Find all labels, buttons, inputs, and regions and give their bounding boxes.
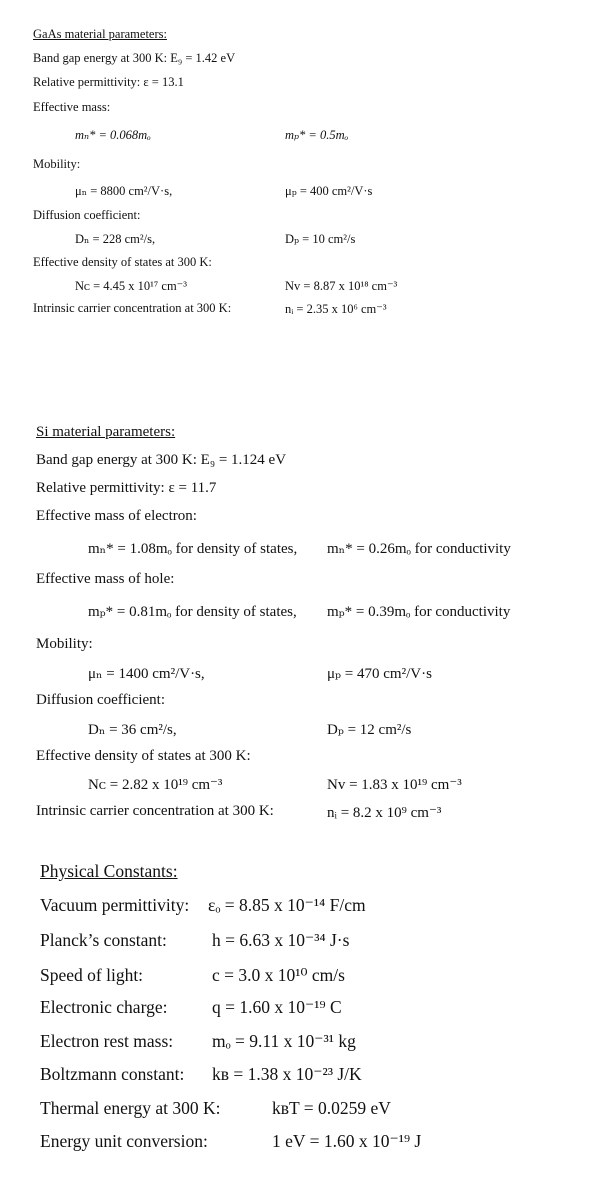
si-mn-cond: mₙ* = 0.26mₒ for conductivity — [327, 541, 511, 557]
gaas-nc: Nᴄ = 4.45 x 10¹⁷ cm⁻³ — [75, 279, 188, 293]
gaas-nv: Nᴠ = 8.87 x 10¹⁸ cm⁻³ — [285, 279, 398, 293]
gaas-title: GaAs material parameters: — [33, 27, 167, 41]
si-nv: Nᴠ = 1.83 x 10¹⁹ cm⁻³ — [327, 777, 462, 793]
gaas-diffusion-label: Diffusion coefficient: — [33, 208, 141, 222]
gaas-ni-label: Intrinsic carrier concentration at 300 K: — [33, 301, 232, 315]
electron-rest-mass-label: Electron rest mass: — [40, 1031, 174, 1051]
gaas-eff-mass-label: Effective mass: — [33, 100, 111, 114]
electron-rest-mass-value: mₒ = 9.11 x 10⁻³¹ kg — [212, 1031, 356, 1051]
si-mobility-label: Mobility: — [36, 636, 93, 652]
gaas-mun: μₙ = 8800 cm²/V·s, — [75, 184, 173, 198]
si-title: Si material parameters: — [36, 424, 176, 440]
gaas-mn: mₙ* = 0.068mₒ — [75, 128, 151, 142]
si-mun: μₙ = 1400 cm²/V·s, — [88, 666, 205, 682]
planck-constant-label: Planck’s constant: — [40, 930, 167, 950]
electronic-charge-label: Electronic charge: — [40, 997, 168, 1017]
gaas-mup: μₚ = 400 cm²/V·s — [285, 184, 373, 198]
si-mp-dos: mₚ* = 0.81mₒ for density of states, — [88, 604, 297, 620]
si-permittivity: Relative permittivity: ε = 11.7 — [36, 480, 217, 496]
boltzmann-constant-label: Boltzmann constant: — [40, 1064, 185, 1084]
boltzmann-constant-value: kʙ = 1.38 x 10⁻²³ J/K — [212, 1064, 362, 1084]
electronic-charge-value: q = 1.60 x 10⁻¹⁹ C — [212, 997, 342, 1017]
gaas-mobility-label: Mobility: — [33, 157, 81, 171]
gaas-permittivity: Relative permittivity: ε = 13.1 — [33, 75, 184, 89]
si-eff-mass-e-label: Effective mass of electron: — [36, 508, 197, 524]
si-ni-label: Intrinsic carrier concentration at 300 K: — [36, 803, 274, 819]
thermal-energy-label: Thermal energy at 300 K: — [40, 1098, 221, 1118]
vacuum-permittivity-label: Vacuum permittivity: — [40, 895, 190, 915]
gaas-bandgap: Band gap energy at 300 K: E₉ = 1.42 eV — [33, 51, 236, 65]
energy-conversion-label: Energy unit conversion: — [40, 1131, 208, 1151]
gaas-dp: Dₚ = 10 cm²/s — [285, 232, 356, 246]
si-bandgap: Band gap energy at 300 K: E₉ = 1.124 eV — [36, 452, 287, 468]
si-mn-dos: mₙ* = 1.08mₒ for density of states, — [88, 541, 298, 557]
constants-title: Physical Constants: — [40, 861, 178, 881]
gaas-ni: nᵢ = 2.35 x 10⁶ cm⁻³ — [285, 302, 387, 316]
si-dp: Dₚ = 12 cm²/s — [327, 722, 412, 738]
thermal-energy-value: kʙT = 0.0259 eV — [272, 1098, 391, 1118]
planck-constant-value: h = 6.63 x 10⁻³⁴ J·s — [212, 930, 350, 950]
si-ni: nᵢ = 8.2 x 10⁹ cm⁻³ — [327, 805, 442, 821]
si-dn: Dₙ = 36 cm²/s, — [88, 722, 177, 738]
si-nc: Nᴄ = 2.82 x 10¹⁹ cm⁻³ — [88, 777, 223, 793]
energy-conversion-value: 1 eV = 1.60 x 10⁻¹⁹ J — [272, 1131, 422, 1151]
si-eff-mass-h-label: Effective mass of hole: — [36, 571, 175, 587]
si-mup: μₚ = 470 cm²/V·s — [327, 666, 432, 682]
gaas-dn: Dₙ = 228 cm²/s, — [75, 232, 156, 246]
speed-of-light-value: c = 3.0 x 10¹⁰ cm/s — [212, 965, 345, 985]
gaas-mp: mₚ* = 0.5mₒ — [285, 128, 349, 142]
si-diffusion-label: Diffusion coefficient: — [36, 692, 165, 708]
si-mp-cond: mₚ* = 0.39mₒ for conductivity — [327, 604, 511, 620]
speed-of-light-label: Speed of light: — [40, 965, 144, 985]
vacuum-permittivity-value: εₒ = 8.85 x 10⁻¹⁴ F/cm — [208, 895, 366, 915]
si-dos-label: Effective density of states at 300 K: — [36, 748, 251, 764]
gaas-dos-label: Effective density of states at 300 K: — [33, 255, 212, 269]
